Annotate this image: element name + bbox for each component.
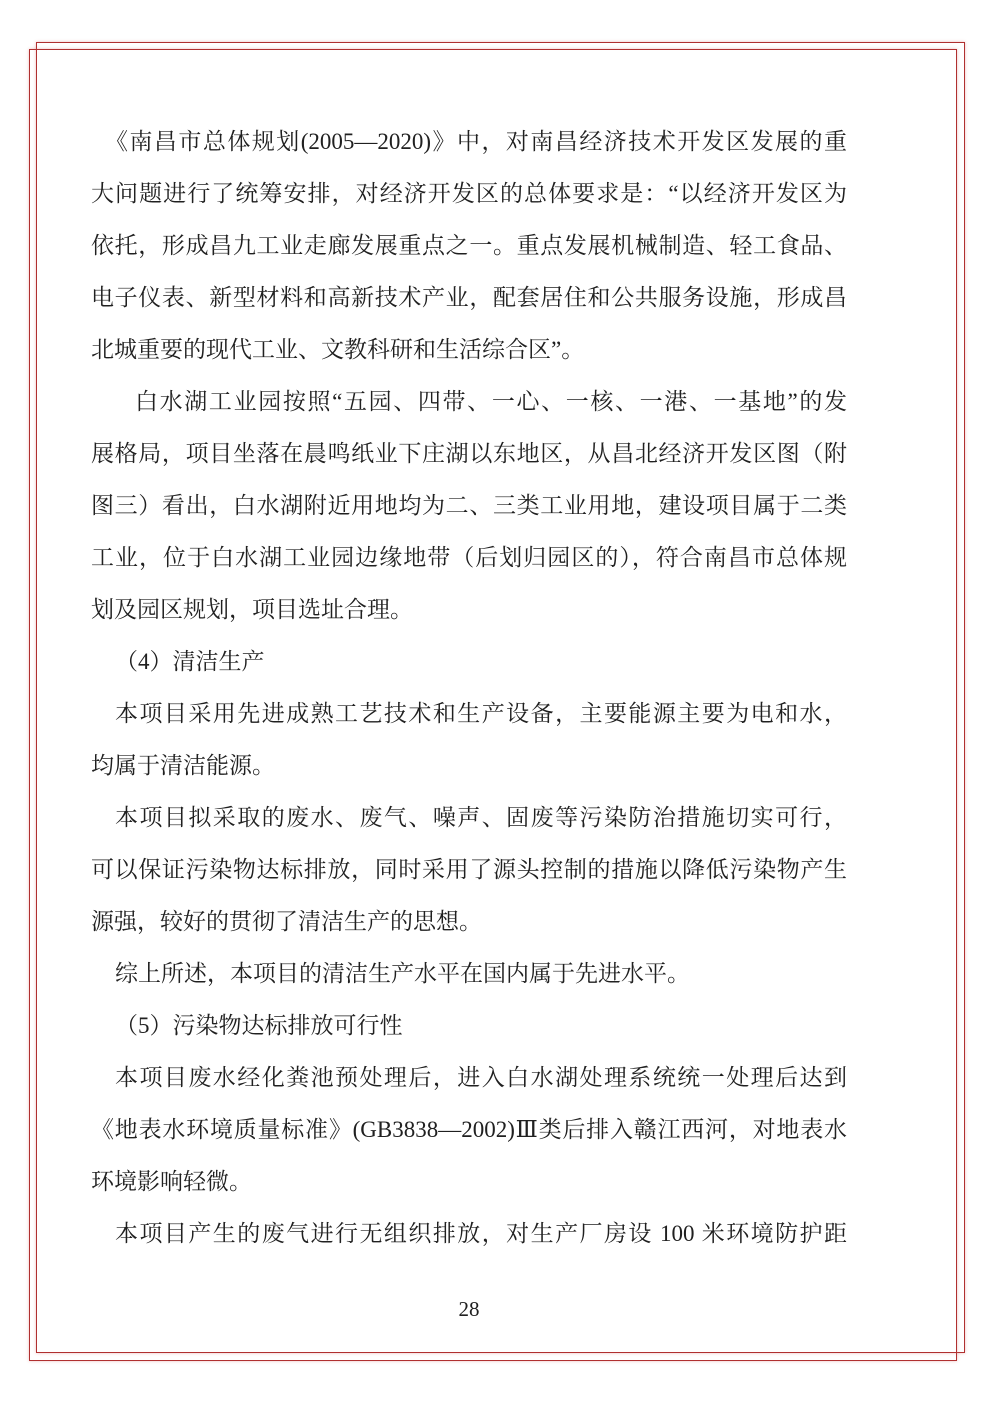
body-line: 源强，较好的贯彻了清洁生产的思想。 [91, 909, 482, 934]
body-line: 《南昌市总体规划(2005—2020)》中，对南昌经济技术开发区发展的重 [105, 129, 847, 154]
section-heading-cleaner-production: （4）清洁生产 [115, 649, 265, 674]
body-line: 白水湖工业园按照“五园、四带、一心、一核、一港、一基地”的发 [135, 389, 847, 414]
body-line: 电子仪表、新型材料和高新技术产业，配套居住和公共服务设施，形成昌 [91, 285, 847, 310]
page-number: 28 [458, 1297, 480, 1321]
body-line: 综上所述，本项目的清洁生产水平在国内属于先进水平。 [115, 961, 690, 986]
body-line: 展格局，项目坐落在晨鸣纸业下庄湖以东地区，从昌北经济开发区图（附 [91, 441, 847, 466]
body-line: 《地表水环境质量标准》(GB3838—2002)Ⅲ类后排入赣江西河，对地表水 [91, 1117, 847, 1142]
body-line: 依托，形成昌九工业走廊发展重点之一。重点发展机械制造、轻工食品、 [91, 233, 847, 258]
body-line: 工业，位于白水湖工业园边缘地带（后划归园区的），符合南昌市总体规 [91, 545, 847, 570]
body-line: 均属于清洁能源。 [91, 753, 275, 778]
body-line: 可以保证污染物达标排放，同时采用了源头控制的措施以降低污染物产生 [91, 857, 847, 882]
body-line: 大问题进行了统筹安排，对经济开发区的总体要求是：“以经济开发区为 [91, 181, 847, 206]
body-line: 北城重要的现代工业、文教科研和生活综合区”。 [91, 337, 585, 362]
section-heading-pollutant-discharge: （5）污染物达标排放可行性 [115, 1013, 403, 1038]
body-text [91, 116, 847, 1260]
body-line: 划及园区规划，项目选址合理。 [91, 597, 413, 622]
body-line: 本项目废水经化粪池预处理后，进入白水湖处理系统统一处理后达到 [115, 1065, 847, 1090]
body-line: 环境影响轻微。 [91, 1169, 252, 1194]
body-line: 本项目拟采取的废水、废气、噪声、固废等污染防治措施切实可行， [115, 805, 847, 830]
body-line: 本项目采用先进成熟工艺技术和生产设备，主要能源主要为电和水， [115, 701, 847, 726]
body-line: 本项目产生的废气进行无组织排放，对生产厂房设 100 米环境防护距 [115, 1221, 847, 1246]
body-line: 图三）看出，白水湖附近用地均为二、三类工业用地，建设项目属于二类 [91, 493, 847, 518]
